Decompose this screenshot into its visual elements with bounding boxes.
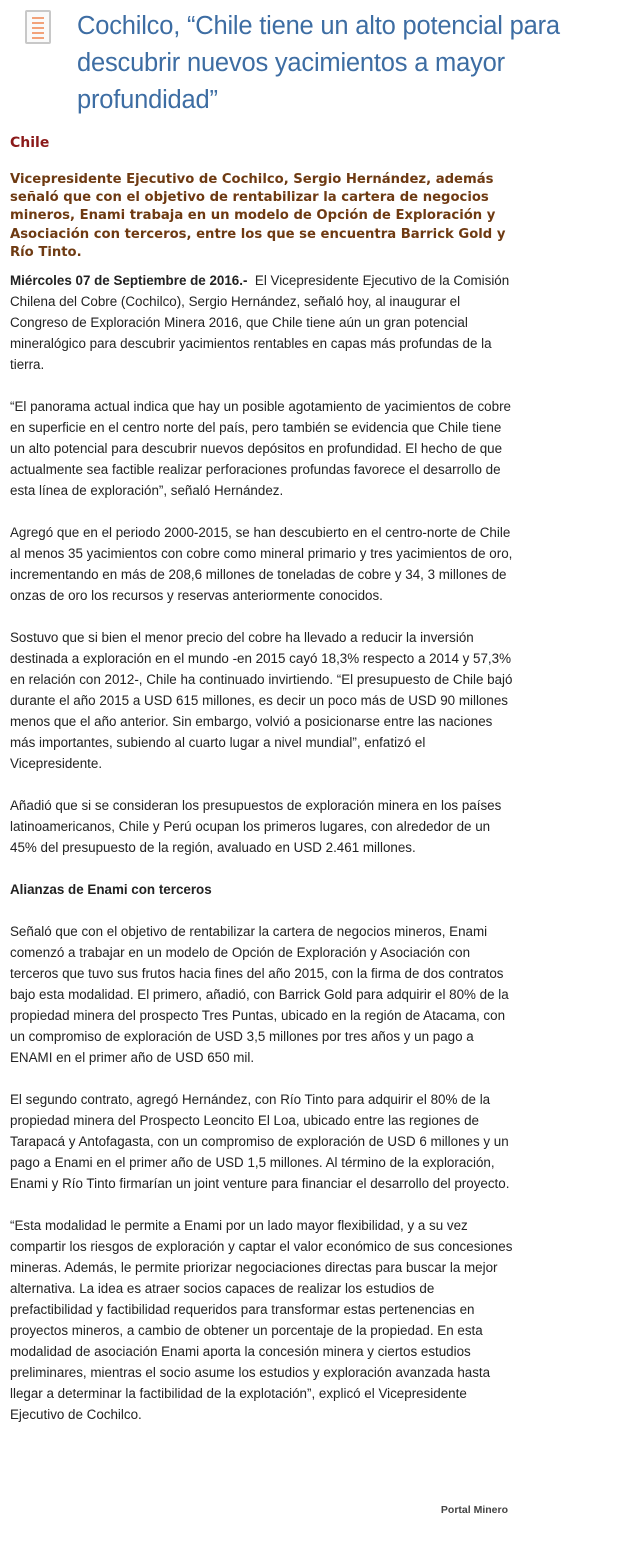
paragraph-text: El Vicepresidente Ejecutivo de la Comisión Chilena del Cobre (Cochilco), Sergio Hernández, señaló hoy, al inaugurar el Congreso de Exploración Minera 2016, que Chile tiene aún un gran potencial mineralógico para descubrir yacimientos rentables en capas más profundas de la tierra. — [10, 273, 510, 372]
paragraph: Sostuvo que si bien el menor precio del cobre ha llevado a reducir la inversión destinada a exploración en el mundo -en 2015 cayó 18,3% respecto a 2014 y 57,3% en relación con 2012-, Chile ha continuado invirtiendo. “El presupuesto de Chile bajó durante el año 2015 a USD 615 millones, es decir un poco más de USD 90 millones menos que el año anterior. Sin embargo, volvió a posicionarse entre las naciones más importantes, subiendo al cuarto lugar a nivel mundial”, enfatizó el Vicepresidente. — [10, 630, 513, 771]
paragraph — [10, 270, 518, 375]
section-label: Chile — [10, 135, 50, 151]
document-icon — [25, 10, 51, 44]
paragraph: Añadió que si se consideran los presupuestos de exploración minera en los países latinoamericanos, Chile y Perú ocupan los primeros lugares, con alrededor de un 45% del presupuesto de la región, avaluado en USD 2.461 millones. — [10, 798, 502, 855]
subheading: Alianzas de Enami con terceros — [10, 882, 212, 897]
article-title: Cochilco, “Chile tiene un alto potencial para descubrir nuevos yacimientos a mayor profundidad” — [77, 12, 560, 114]
article-header — [0, 0, 628, 140]
paragraph: El segundo contrato, agregó Hernández, con Río Tinto para adquirir el 80% de la propiedad minera del Prospecto Leoncito El Loa, ubicado entre las regiones de Tarapacá y Antofagasta, con un compromiso de exploración de USD 6 millones y un pago a Enami en el primer año de USD 1,5 millones. Al término de la exploración, Enami y Río Tinto firmarían un joint venture para financiar el desarrollo del proyecto. — [10, 1092, 510, 1191]
paragraph: “El panorama actual indica que hay un posible agotamiento de yacimientos de cobre en superficie en el centro norte del país, pero también se evidencia que Chile tiene un alto potencial para descubrir nuevos depósitos en profundidad. El hecho de que actualmente sea factible realizar perforaciones profundas favorece el desarrollo de esta línea de exploración”, señaló Hernández. — [10, 399, 511, 498]
article-body — [10, 270, 518, 1446]
article-date: Miércoles 07 de Septiembre de 2016.- — [10, 273, 248, 288]
paragraph: Agregó que en el periodo 2000-2015, se han descubierto en el centro-norte de Chile al menos 35 yacimientos con cobre como mineral primario y tres yacimientos de oro, incrementando en más de 208,6 millones de toneladas de cobre y 34, 3 millones de onzas de oro los recursos y reservas anteriormente conocidos. — [10, 525, 513, 603]
source-credit: Portal Minero — [440, 1504, 508, 1516]
paragraph: Señaló que con el objetivo de rentabilizar la cartera de negocios mineros, Enami comenzó a trabajar en un modelo de Opción de Exploración y Asociación con terceros que tuvo sus frutos hacia fines del año 2015, con la firma de dos contratos bajo esta modalidad. El primero, añadió, con Barrick Gold para adquirir el 80% de la propiedad minera del prospecto Tres Puntas, ubicado en la región de Atacama, con un compromiso de exploración de USD 3,5 millones por tres años y un pago a ENAMI en el primer año de USD 650 mil. — [10, 924, 509, 1065]
article-lead: Vicepresidente Ejecutivo de Cochilco, Sergio Hernández, además señaló que con el objetivo de rentabilizar la cartera de negocios mineros, Enami trabaja en un modelo de Opción de Exploración y Asociación con terceros, entre los que se encuentra Barrick Gold y Río Tinto. — [10, 172, 506, 260]
paragraph: “Esta modalidad le permite a Enami por un lado mayor flexibilidad, y a su vez compartir los riesgos de exploración y captar el valor económico de sus concesiones mineras. Además, le permite priorizar negociaciones directas para buscar la mejor alternativa. La idea es atraer socios capaces de realizar los estudios de prefactibilidad y factibilidad requeridos para transformar estas pertenencias en proyectos mineros, a cambio de obtener un porcentaje de la propiedad. En esta modalidad de asociación Enami aporta la concesión minera y ciertos estudios preliminares, mientras el socio asume los estudios y exploración avanzada hasta llegar a determinar la factibilidad de la explotación”, explicó el Vicepresidente Ejecutivo de Cochilco. — [10, 1218, 513, 1422]
